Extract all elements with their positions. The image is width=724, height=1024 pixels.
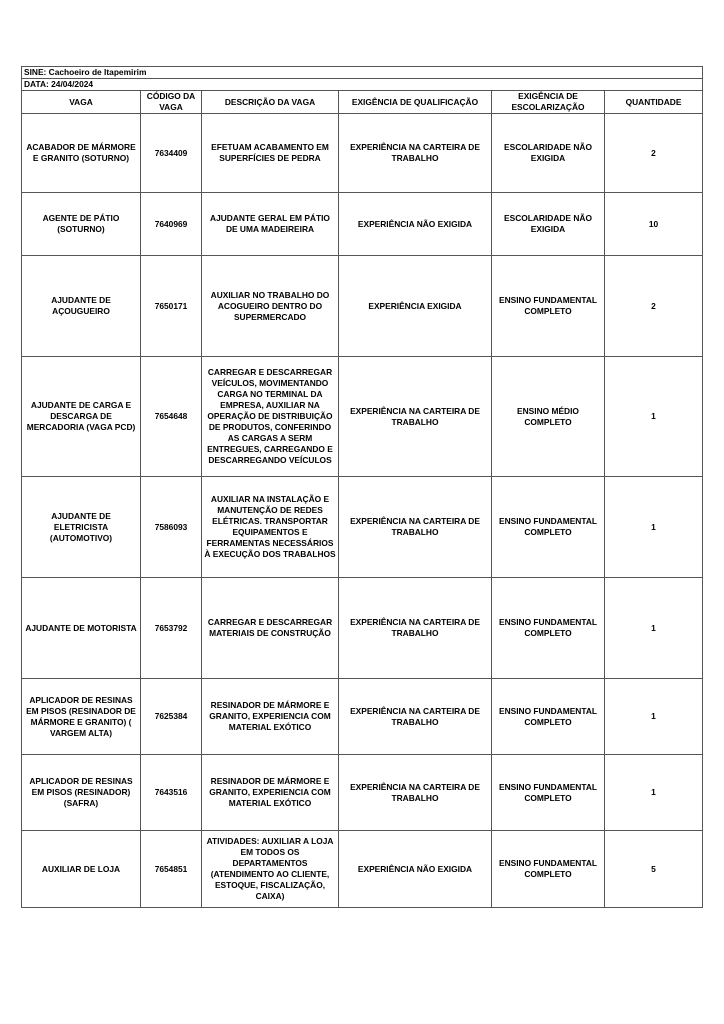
cell-codigo: 7653792 <box>141 578 202 679</box>
cell-vaga: AJUDANTE DE AÇOUGUEIRO <box>22 256 141 357</box>
cell-vaga: APLICADOR DE RESINAS EM PISOS (RESINADOR) (SAFRA) <box>22 755 141 831</box>
cell-codigo: 7634409 <box>141 114 202 193</box>
cell-codigo: 7586093 <box>141 477 202 578</box>
cell-escolarizacao: ENSINO FUNDAMENTAL COMPLETO <box>492 578 605 679</box>
column-header-descricao: DESCRIÇÃO DA VAGA <box>202 91 339 114</box>
cell-qualificacao: EXPERIÊNCIA NA CARTEIRA DE TRABALHO <box>339 679 492 755</box>
cell-codigo: 7640969 <box>141 193 202 256</box>
cell-codigo: 7625384 <box>141 679 202 755</box>
column-header-codigo: CÓDIGO DA VAGA <box>141 91 202 114</box>
cell-quantidade: 5 <box>605 831 703 908</box>
column-header-vaga: VAGA <box>22 91 141 114</box>
cell-escolarizacao: ENSINO MÉDIO COMPLETO <box>492 357 605 477</box>
cell-qualificacao: EXPERIÊNCIA NA CARTEIRA DE TRABALHO <box>339 114 492 193</box>
job-vacancy-sheet <box>21 66 702 908</box>
sine-location: SINE: Cachoeiro de Itapemirim <box>22 67 703 79</box>
cell-codigo: 7643516 <box>141 755 202 831</box>
cell-qualificacao: EXPERIÊNCIA NÃO EXIGIDA <box>339 193 492 256</box>
table-row <box>22 114 703 193</box>
cell-quantidade: 1 <box>605 357 703 477</box>
cell-escolarizacao: ENSINO FUNDAMENTAL COMPLETO <box>492 831 605 908</box>
cell-escolarizacao: ENSINO FUNDAMENTAL COMPLETO <box>492 256 605 357</box>
cell-descricao: ATIVIDADES: AUXILIAR A LOJA EM TODOS OS DEPARTAMENTOS (ATENDIMENTO AO CLIENTE, ESTOQUE, FISCALIZAÇÃO, CAIXA) <box>202 831 339 908</box>
cell-codigo: 7654648 <box>141 357 202 477</box>
cell-escolarizacao: ENSINO FUNDAMENTAL COMPLETO <box>492 679 605 755</box>
cell-quantidade: 2 <box>605 256 703 357</box>
cell-vaga: AUXILIAR DE LOJA <box>22 831 141 908</box>
cell-descricao: AUXILIAR NO TRABALHO DO ACOGUEIRO DENTRO DO SUPERMERCADO <box>202 256 339 357</box>
cell-quantidade: 2 <box>605 114 703 193</box>
column-header-qualificacao: EXIGÊNCIA DE QUALIFICAÇÃO <box>339 91 492 114</box>
cell-qualificacao: EXPERIÊNCIA NÃO EXIGIDA <box>339 831 492 908</box>
cell-descricao: CARREGAR E DESCARREGAR VEÍCULOS, MOVIMENTANDO CARGA NO TERMINAL DA EMPRESA, AUXILIAR NA OPERAÇÃO DE DISTRIBUIÇÃO DE PRODUTOS, CONFERINDO AS CARGAS A SERM ENTREGUES, CARREGANDO E DESCARREGANDO VEÍCULOS <box>202 357 339 477</box>
cell-qualificacao: EXPERIÊNCIA EXIGIDA <box>339 256 492 357</box>
cell-vaga: AJUDANTE DE CARGA E DESCARGA DE MERCADORIA (VAGA PCD) <box>22 357 141 477</box>
cell-quantidade: 1 <box>605 679 703 755</box>
date-row <box>22 79 703 91</box>
cell-quantidade: 1 <box>605 755 703 831</box>
table-row <box>22 357 703 477</box>
cell-descricao: AJUDANTE GERAL EM PÁTIO DE UMA MADEIREIRA <box>202 193 339 256</box>
report-date: DATA: 24/04/2024 <box>22 79 703 91</box>
sine-row <box>22 67 703 79</box>
cell-vaga: ACABADOR DE MÁRMORE E GRANITO (SOTURNO) <box>22 114 141 193</box>
cell-vaga: AJUDANTE DE MOTORISTA <box>22 578 141 679</box>
cell-vaga: AGENTE DE PÁTIO (SOTURNO) <box>22 193 141 256</box>
cell-escolarizacao: ENSINO FUNDAMENTAL COMPLETO <box>492 477 605 578</box>
cell-vaga: AJUDANTE DE ELETRICISTA (AUTOMOTIVO) <box>22 477 141 578</box>
column-header-row <box>22 91 703 114</box>
cell-escolarizacao: ESCOLARIDADE NÃO EXIGIDA <box>492 114 605 193</box>
cell-descricao: CARREGAR E DESCARREGAR MATERIAIS DE CONSTRUÇÃO <box>202 578 339 679</box>
column-header-quantidade: QUANTIDADE <box>605 91 703 114</box>
table-row <box>22 831 703 908</box>
cell-escolarizacao: ENSINO FUNDAMENTAL COMPLETO <box>492 755 605 831</box>
cell-quantidade: 1 <box>605 477 703 578</box>
table-row <box>22 679 703 755</box>
table-row <box>22 477 703 578</box>
cell-qualificacao: EXPERIÊNCIA NA CARTEIRA DE TRABALHO <box>339 755 492 831</box>
cell-descricao: RESINADOR DE MÁRMORE E GRANITO, EXPERIENCIA COM MATERIAL EXÓTICO <box>202 755 339 831</box>
cell-codigo: 7650171 <box>141 256 202 357</box>
cell-qualificacao: EXPERIÊNCIA NA CARTEIRA DE TRABALHO <box>339 357 492 477</box>
cell-vaga: APLICADOR DE RESINAS EM PISOS (RESINADOR DE MÁRMORE E GRANITO) ( VARGEM ALTA) <box>22 679 141 755</box>
cell-descricao: EFETUAM ACABAMENTO EM SUPERFÍCIES DE PEDRA <box>202 114 339 193</box>
column-header-escolarizacao: EXIGÊNCIA DE ESCOLARIZAÇÃO <box>492 91 605 114</box>
cell-escolarizacao: ESCOLARIDADE NÃO EXIGIDA <box>492 193 605 256</box>
table-row <box>22 193 703 256</box>
job-vacancy-table <box>21 66 703 908</box>
cell-codigo: 7654851 <box>141 831 202 908</box>
cell-descricao: RESINADOR DE MÁRMORE E GRANITO, EXPERIENCIA COM MATERIAL EXÓTICO <box>202 679 339 755</box>
table-row <box>22 256 703 357</box>
cell-quantidade: 10 <box>605 193 703 256</box>
table-row <box>22 755 703 831</box>
cell-quantidade: 1 <box>605 578 703 679</box>
cell-descricao: AUXILIAR NA INSTALAÇÃO E MANUTENÇÃO DE REDES ELÉTRICAS. TRANSPORTAR EQUIPAMENTOS E FERRAMENTAS NECESSÁRIOS À EXECUÇÃO DOS TRABALHOS <box>202 477 339 578</box>
cell-qualificacao: EXPERIÊNCIA NA CARTEIRA DE TRABALHO <box>339 477 492 578</box>
table-row <box>22 578 703 679</box>
cell-qualificacao: EXPERIÊNCIA NA CARTEIRA DE TRABALHO <box>339 578 492 679</box>
